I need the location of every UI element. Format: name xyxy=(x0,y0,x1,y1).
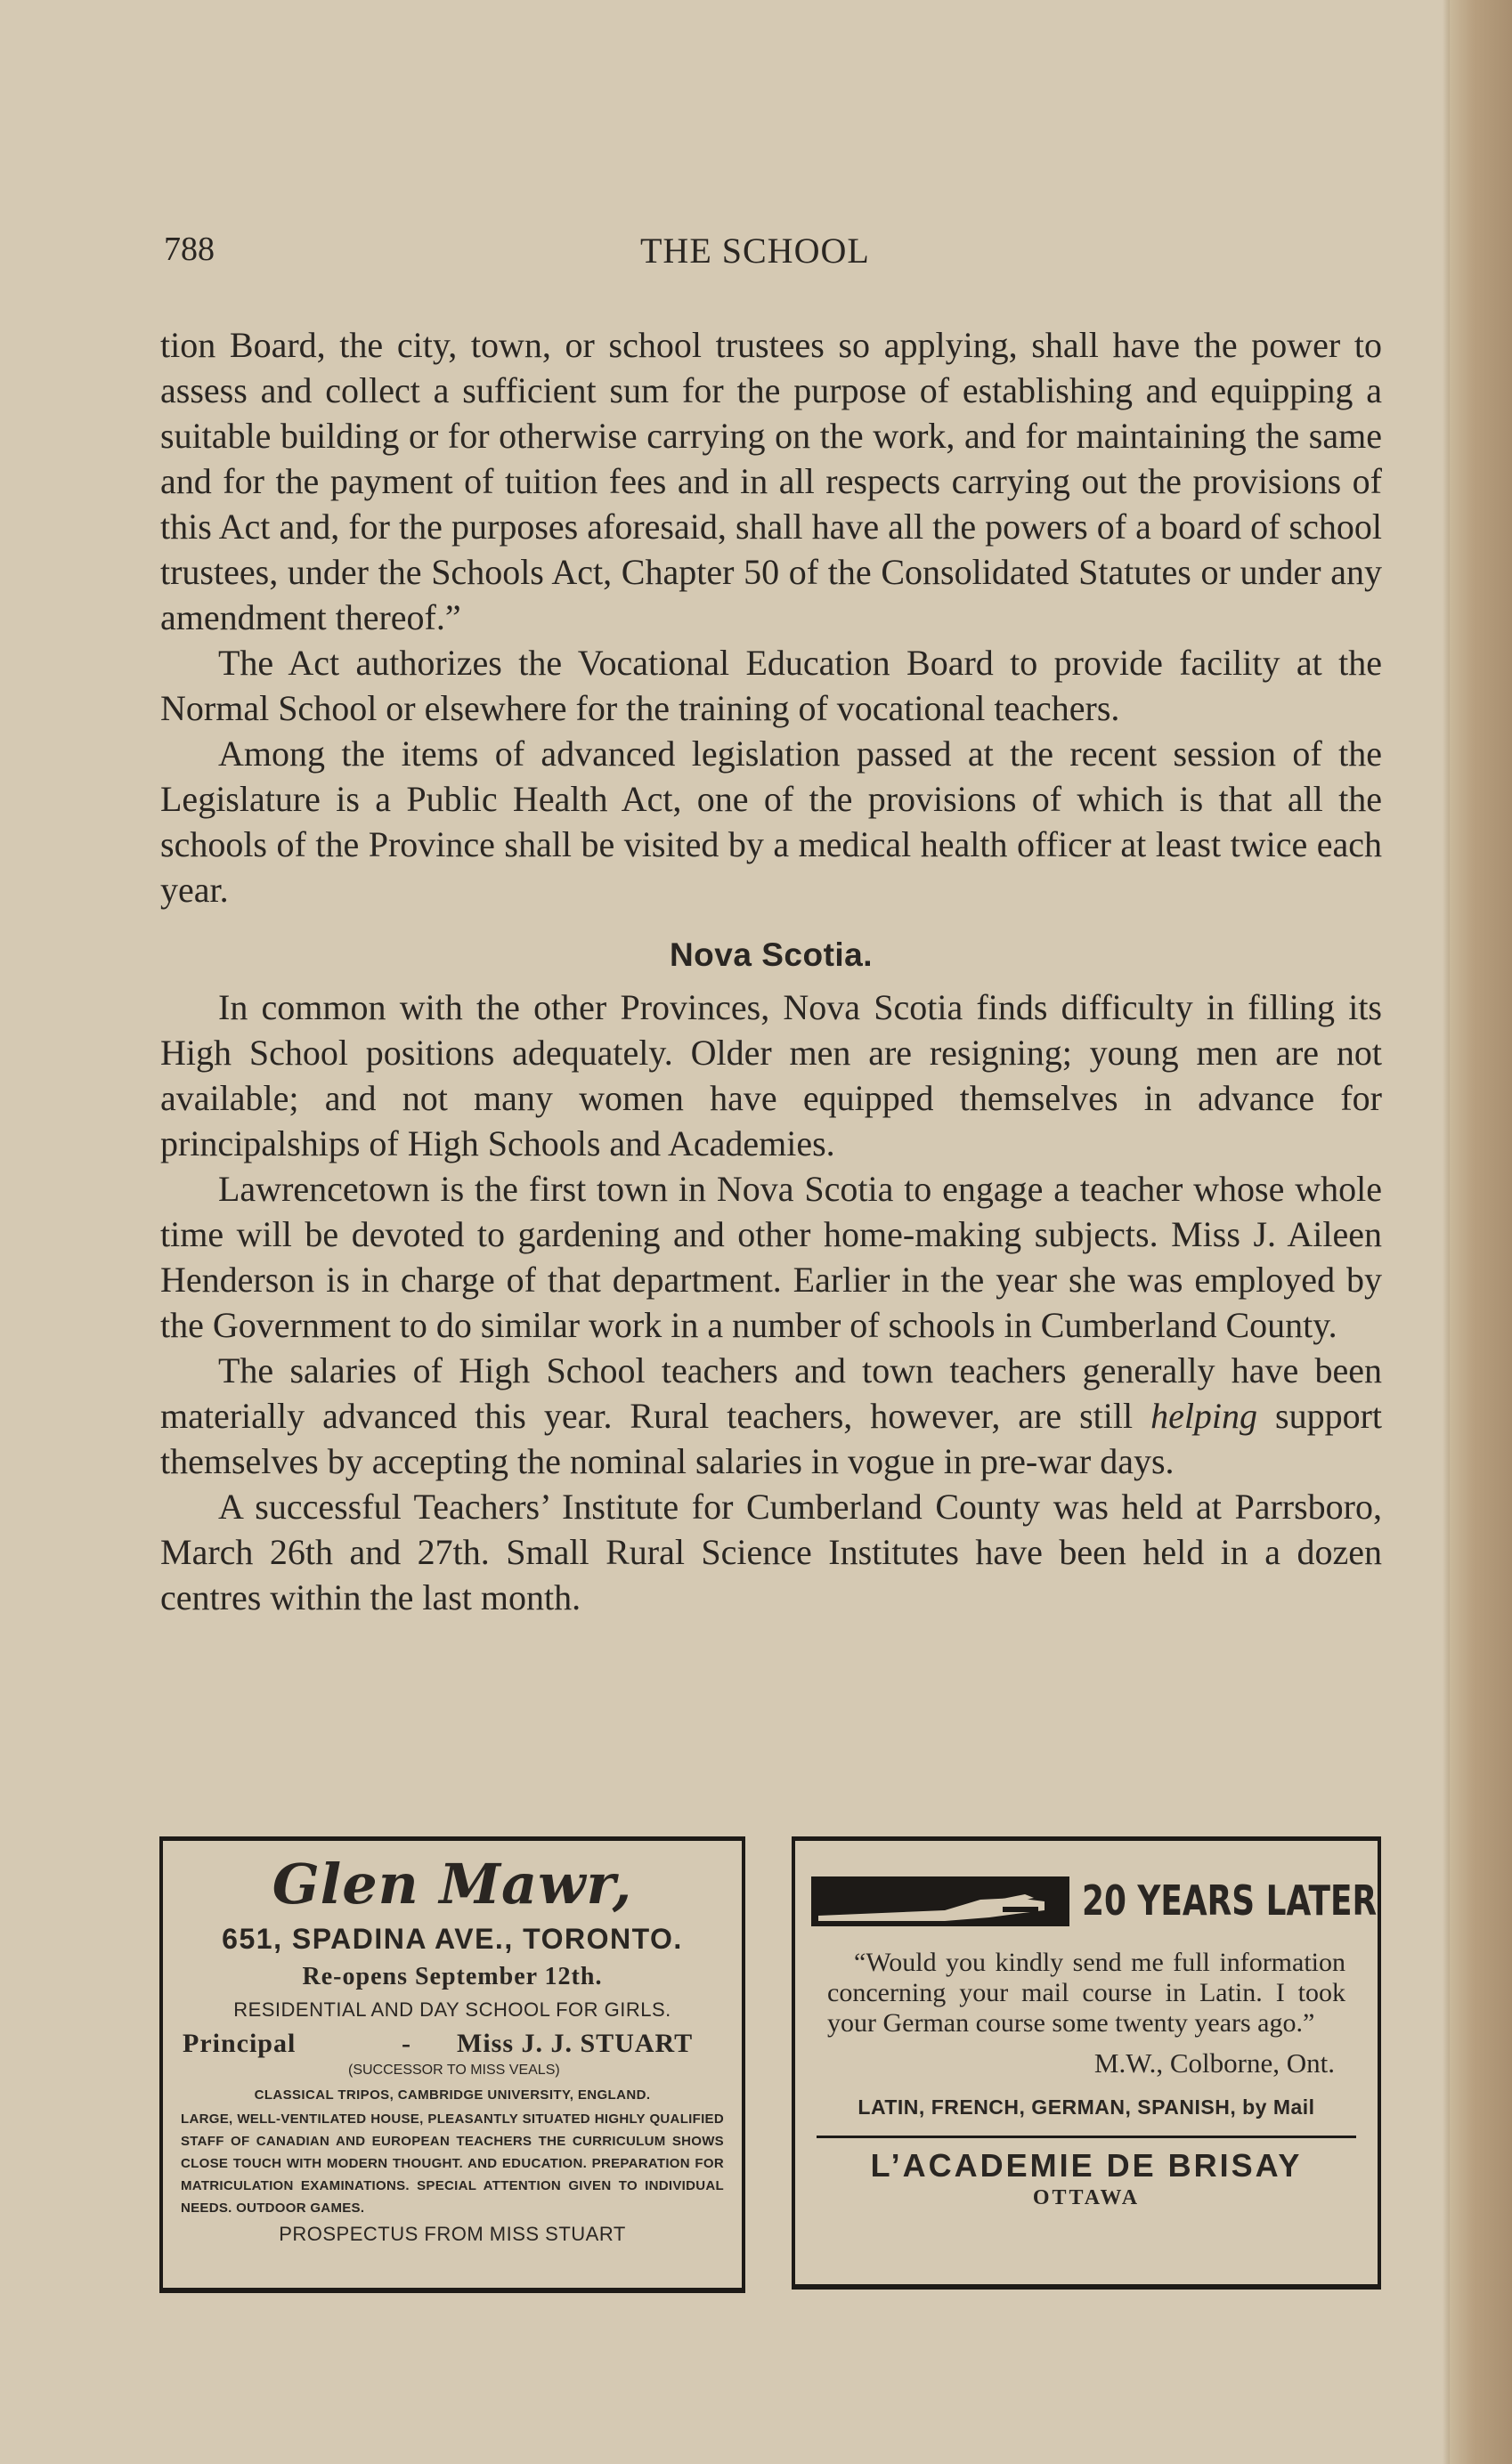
paragraph-2: The Act authorizes the Vocational Education Board to provide facility at the Normal School or elsewhere for the training of vocational teachers. xyxy=(160,643,1382,728)
advertisement-academie-de-brisay xyxy=(792,1836,1381,2290)
ad-divider xyxy=(817,2136,1356,2138)
paragraph-6-text-b: support themselves by accepting the nominal salaries in vogue in pre-war days. xyxy=(160,1396,1383,1481)
article-body xyxy=(160,322,1382,1620)
section-heading-nova-scotia: Nova Scotia. xyxy=(669,936,874,973)
page-number: 788 xyxy=(164,231,215,268)
ad-school-name: Glen Mawr, xyxy=(272,1852,633,1917)
ad-details: LARGE, WELL-VENTILATED HOUSE, PLEASANTLY SITUATED HIGHLY QUALIFIED STAFF OF CANADIAN AND EUROPEAN TEACHERS THE CURRICULUM SHOWS CLOSE TOUCH WITH MODERN THOUGHT. AND EDUCATION. PREPARATION FOR MATRICULATION EXAMINATIONS. SPECIAL ATTENTION GIVEN TO INDIVIDUAL NEEDS. OUTDOOR GAMES. xyxy=(181,2111,724,2216)
ad-principal-name: Miss J. J. STUART xyxy=(457,2029,694,2058)
paragraph-4: In common with the other Provinces, Nova Scotia finds difficulty in filling its High School positions adequately. Older men are resigning; young men are not available; and not many women have equipped themselves in advance for principalships of High Schools and Academies. xyxy=(160,987,1382,1163)
paragraph-6-italic: helping xyxy=(1150,1396,1258,1436)
ad-prospectus: PROSPECTUS FROM MISS STUART xyxy=(279,2223,626,2245)
ad-successor: (SUCCESSOR TO MISS VEALS) xyxy=(348,2063,560,2078)
paragraph-5: Lawrencetown is the first town in Nova Scotia to engage a teacher whose whole time will be devoted to gardening and other home-making subjects. Miss J. Aileen Henderson is in charge of that department. Earlier in the year she was employed by the Government to do similar work in a number of schools in Cumberland County. xyxy=(160,1169,1382,1345)
ad-principal-dash: - xyxy=(402,2029,411,2058)
ad-reopens: Re-opens September 12th. xyxy=(302,1963,603,1990)
page-edge xyxy=(1450,0,1512,2464)
paragraph-6-text-a: The salaries of High School teachers and town teachers generally have been materially advanced this year. Rural teachers, however, are still xyxy=(160,1350,1382,1436)
ad-principal-label: Principal xyxy=(183,2029,297,2058)
ad-headline: 20 YEARS LATER xyxy=(1082,1876,1378,1925)
ad-testimonial: “Would you kindly send me full information concerning your mail course in Latin. I took your German course some twenty years ago.” xyxy=(827,1948,1345,2038)
page-header xyxy=(164,230,1393,283)
running-head: THE SCHOOL xyxy=(640,231,870,271)
advertisement-glen-mawr xyxy=(159,1836,745,2293)
paragraph-1: tion Board, the city, town, or school trustees so applying, shall have the power to assess and collect a sufficient sum for the purpose of establishing and equipping a suitable building or for otherwise carrying on the work, and for maintaining the same and for the payment of tuition fees and in all respects carrying out the provisions of this Act and, for the purposes aforesaid, shall have all the powers of a board of school trustees, under the Schools Act, Chapter 50 of the Consolidated Statutes or under any amendment thereof.” xyxy=(160,325,1382,637)
paragraph-7: A successful Teachers’ Institute for Cumberland County was held at Parrsboro, March 26th and 27th. Small Rural Science Institutes have been held in a dozen centres within the last month. xyxy=(160,1487,1382,1617)
page-fold-shadow xyxy=(1443,0,1450,2464)
ad-address: 651, SPADINA AVE., TORONTO. xyxy=(222,1923,683,1955)
ad-signature: M.W., Colborne, Ont. xyxy=(1093,2047,1335,2079)
paragraph-3: Among the items of advanced legislation passed at the recent session of the Legislature is a Public Health Act, one of the provisions of which is that all the schools of the Province shall be visited by a medical health officer at least twice each year. xyxy=(160,734,1382,910)
ad-city: OTTAWA xyxy=(1032,2186,1141,2209)
pointing-hand-icon xyxy=(811,1876,1069,1926)
ad-tripos: CLASSICAL TRIPOS, CAMBRIDGE UNIVERSITY, ENGLAND. xyxy=(254,2087,651,2103)
ad-banner xyxy=(795,1868,1378,1941)
ad-languages: LATIN, FRENCH, GERMAN, SPANISH, by Mail xyxy=(858,2095,1315,2119)
paragraph-6 xyxy=(160,1348,1382,1484)
ad-academy-name: L’ACADEMIE DE BRISAY xyxy=(870,2147,1303,2184)
ad-school-type: RESIDENTIAL AND DAY SCHOOL FOR GIRLS. xyxy=(233,1998,671,2021)
ad-principal-row xyxy=(163,2029,742,2063)
